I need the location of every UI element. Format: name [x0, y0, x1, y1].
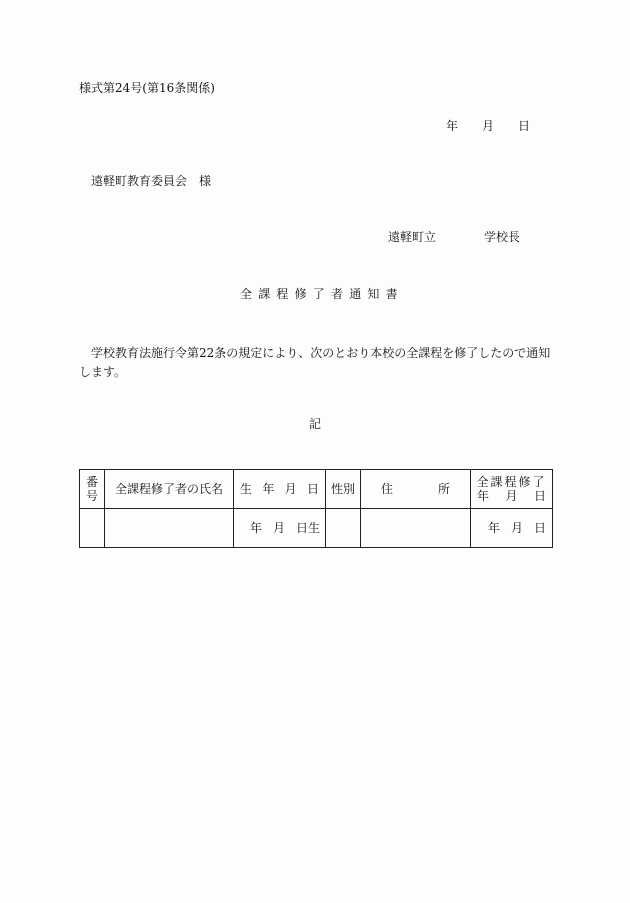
header-completion-date: 全課程修了 年 月 日: [471, 470, 553, 509]
header-number: 番 号: [80, 470, 105, 509]
table-row: [80, 509, 553, 548]
header-name: 全課程修了者の氏名: [105, 470, 234, 509]
header-gender: 性別: [326, 470, 361, 509]
cell-address[interactable]: [361, 509, 471, 548]
form-number: 様式第24号(第16条関係): [79, 81, 215, 95]
document-title: 全課程修了者通知書: [240, 287, 404, 301]
sender-principal: 学校長: [484, 230, 521, 244]
date-line: [446, 120, 530, 132]
date-month: 月: [482, 119, 495, 133]
sender-school: 遠軽町立: [388, 230, 437, 244]
sender: [388, 231, 520, 243]
body-text: 学校教育法施行令第22条の規定により、次のとおり本校の全課程を修了したので通知します。: [79, 346, 551, 379]
ki-heading: 記: [309, 417, 322, 431]
cell-gender[interactable]: [326, 509, 361, 548]
cell-name[interactable]: [105, 509, 234, 548]
cell-completion-date[interactable]: 年 月 日: [471, 509, 553, 548]
date-year: 年: [446, 119, 459, 133]
cell-number[interactable]: [80, 509, 105, 548]
date-day: 日: [518, 119, 531, 133]
header-birthdate: 生 年 月 日: [234, 470, 326, 509]
cell-birthdate[interactable]: 年 月 日生: [234, 509, 326, 548]
header-address: 住 所: [361, 470, 471, 509]
addressee: 遠軽町教育委員会 様: [91, 174, 212, 188]
table-header-row: [80, 470, 553, 509]
completion-table: [79, 469, 553, 548]
